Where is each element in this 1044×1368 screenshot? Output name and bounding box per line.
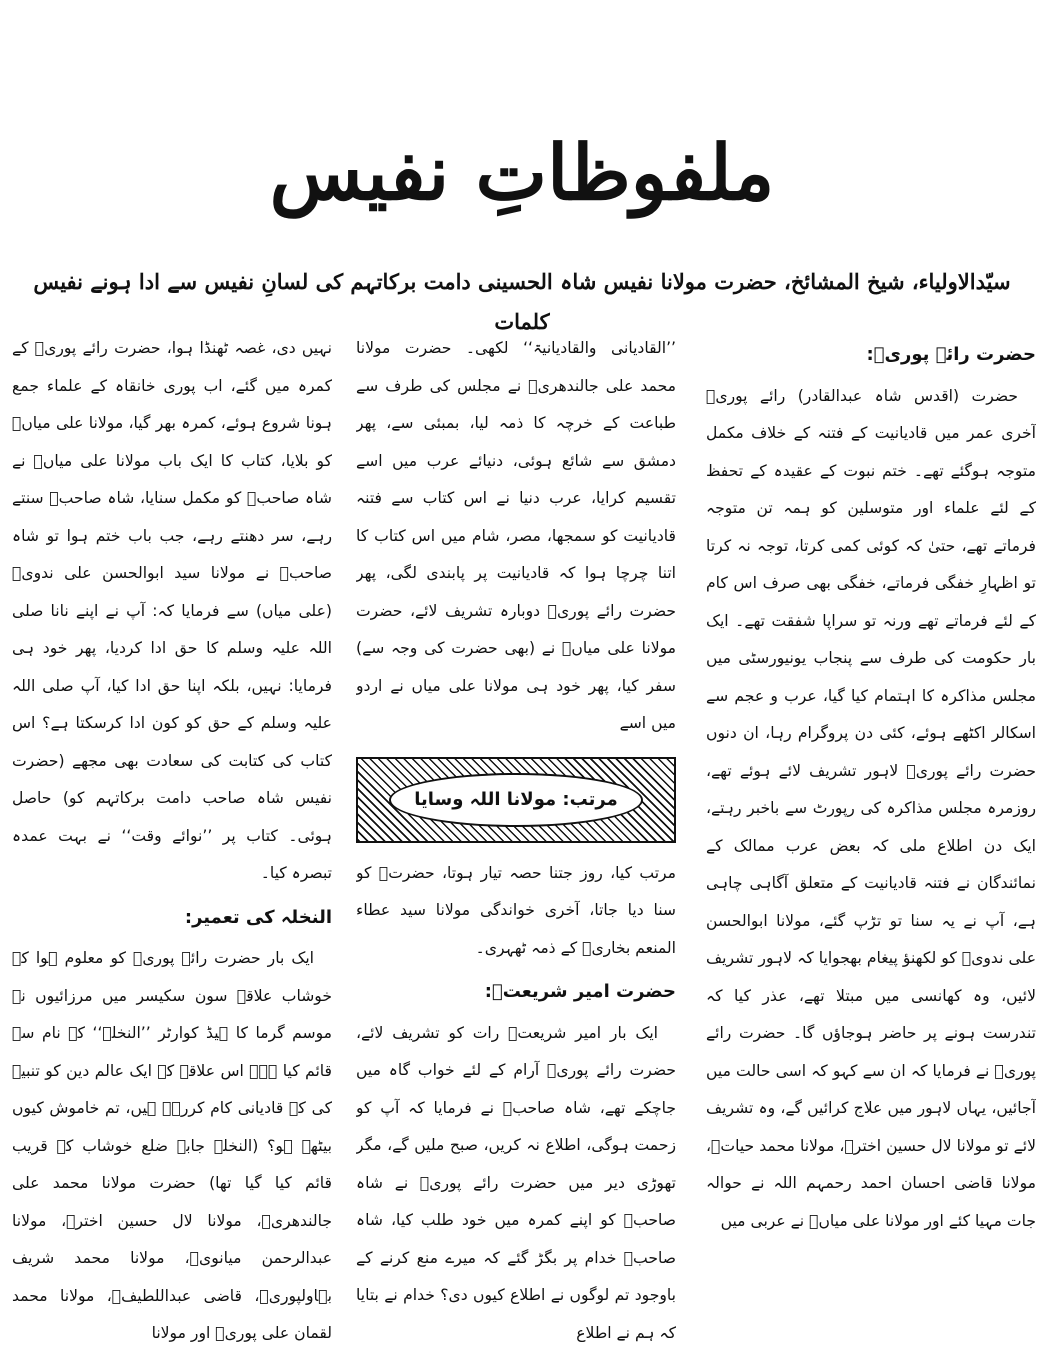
column-middle [356, 330, 676, 1360]
paragraph: حضرت (اقدس شاہ عبدالقادر) رائے پوریؒ آخری عمر میں قادیانیت کے فتنہ کے خلاف مکمل متوجہ ہوگئے تھے۔ ختم نبوت کے عقیدہ کے تحفظ کے لئے علماء اور متوسلین کو ہمہ تن متوجہ فرماتے تھے، حتیٰ کہ کوئی کمی کرتا، توجہ نہ کرتا تو اظہارِ خفگی فرماتے، خفگی بھی صرف اس کام کے لئے فرماتے تھے ورنہ تو سراپا شفقت تھے۔ ایک بار حکومت کی طرف سے پنجاب یونیورسٹی میں مجلس مذاکرہ کا اہتمام کیا گیا، عرب و عجم سے اسکالر اکٹھے ہوئے، کئی دن پروگرام رہا، ان دنوں حضرت رائے پوریؒ لاہور تشریف لائے ہوئے تھے، روزمرہ مجلس مذاکرہ کی رپورٹ سے باخبر رہتے، ایک دن اطلاع ملی کہ بعض عرب ممالک کے نمائندگان نے فتنہ قادیانیت کے متعلق آگاہی چاہی ہے، آپ نے یہ سنا تو تڑپ گئے، مولانا ابوالحسن علی ندویؒ کو لکھنؤ پیغام بھجوایا کہ لاہور تشریف لائیں، وہ کھانسی میں مبتلا تھے، عذر کیا کہ تندرست ہونے پر حاضر ہوجاؤں گا۔ حضرت رائے پوریؒ نے فرمایا کہ ان سے کہو کہ اسی حالت میں آجائیں، یہاں لاہور میں علاج کرائیں گے، وہ تشریف لائے تو مولانا لال حسین اخترؒ، مولانا محمد حیاتؒ، مولانا قاضی احسان احمد رحمہم اللہ نے حوالہ جات مہیا کئے اور مولانا علی میاںؒ نے عربی میں [706, 386, 1036, 1230]
paragraph: ایک بار امیر شریعتؒ رات کو تشریف لائے، حضرت رائے پوریؒ آرام کے لئے خواب گاہ میں جاچکے تھے، شاہ صاحبؒ نے فرمایا کہ آپ کو زحمت ہوگی، اطلاع نہ کریں، صبح ملیں گے، مگر تھوڑی دیر میں حضرت رائے پوریؒ نے شاہ صاحبؒ کو اپنے کمرہ میں خود طلب کیا، شاہ صاحبؒ خدام پر بگڑ گئے کہ میرے منع کرنے کے باوجود تم لوگوں نے اطلاع کیوں دی؟ خدام نے بتایا کہ ہم نے اطلاع [356, 1023, 676, 1342]
compiler-credit-box [356, 757, 676, 843]
article-subtitle: سیّدالاولیاء، شیخ المشائخ، حضرت مولانا نفیس شاہ الحسینی دامت برکاتہم کی لسانِ نفیس سے ادا ہونے نفیس کلمات [33, 269, 1011, 334]
paragraph: ایک بار حضرت رائے پوریؒ کو معلوم ہوا کہ خوشاب علاقہ سون سکیسر میں مرزائیوں نے موسم گرما کا ہیڈ کوارٹر ’’النخلہ‘‘ کے نام سے قائم کیا ہے۔ اس علاقہ کے ایک عالم دین کو تنبیہ کی کہ قادیانی کام کررہے ہیں، تم خاموش کیوں بیٹھے ہو؟ (النخلہ جابہ ضلع خوشاب کے قریب قائم کیا گیا تھا) حضرت مولانا محمد علی جالندھریؒ، مولانا لال حسین اخترؒ، مولانا عبدالرحمن میانویؒ، مولانا محمد شریف بہاولپوریؒ، قاضی عبداللطیفؒ، مولانا محمد لقمان علی پوریؒ اور مولانا [12, 949, 332, 1342]
section-heading-amir-shariat: حضرت امیر شریعتؒ: [484, 981, 676, 1002]
compiler-credit: مرتب: مولانا اللہ وسایا [389, 773, 643, 827]
column-right [706, 330, 1036, 1360]
paragraph: ’’القادیانی والقادیانیۃ‘‘ لکھی۔ حضرت مولانا محمد علی جالندھریؒ نے مجلس کی طرف سے طباعت کے خرچہ کا ذمہ لیا، بمبئی سے، پھر دمشق سے شائع ہوئی، دنیائے عرب میں اسے تقسیم کرایا، عرب دنیا نے اس کتاب سے فتنہ قادیانیت کو سمجھا، مصر، شام میں اس کتاب کا اتنا چرچا ہوا کہ قادیانیت پر پابندی لگی، پھر حضرت رائے پوریؒ دوبارہ تشریف لائے، حضرت مولانا علی میاںؒ نے (بھی حضرت کی وجہ سے) سفر کیا، پھر خود ہی مولانا علی میاں نے اردو میں اسے [356, 339, 676, 732]
section-heading-nakhla: النخلہ کی تعمیر: [184, 906, 332, 928]
section-heading-raipuri: حضرت رائے پوریؒ: [866, 344, 1036, 365]
paragraph: نہیں دی، غصہ ٹھنڈا ہوا، حضرت رائے پوریؒ کے کمرہ میں گئے، اب پوری خانقاہ کے علماء جمع ہونا شروع ہوئے، کمرہ بھر گیا، مولانا علی میاںؒ کو بلایا، کتاب کا ایک باب مولانا علی میاںؒ نے شاہ صاحبؒ کو مکمل سنایا، شاہ صاحبؒ سنتے رہے، سر دھنتے رہے، جب باب ختم ہوا تو شاہ صاحبؒ نے مولانا سید ابوالحسن علی ندویؒ (علی میاں) سے فرمایا کہ: آپ نے اپنے نانا صلی اللہ علیہ وسلم کا حق ادا کردیا، پھر خود ہی فرمایا: نہیں، بلکہ اپنا حق ادا کیا، آپ صلی اللہ علیہ وسلم کے حق کو کون ادا کرسکتا ہے؟ اس کتاب کی کتابت کی سعادت بھی مجھے (حضرت نفیس شاہ صاحب دامت برکاتہم کو) حاصل ہوئی۔ کتاب پر ’’نوائے وقت‘‘ نے بہت عمدہ تبصرہ کیا۔ [12, 339, 332, 882]
article-title: ملفوظاتِ نفیس [269, 128, 775, 217]
paragraph: مرتب کیا، روز جتنا حصہ تیار ہوتا، حضرتؒ کو سنا دیا جاتا، آخری خواندگی مولانا سید عطاء المنعم بخاریؒ کے ذمہ ٹھہری۔ [356, 863, 676, 957]
column-left [12, 330, 332, 1360]
